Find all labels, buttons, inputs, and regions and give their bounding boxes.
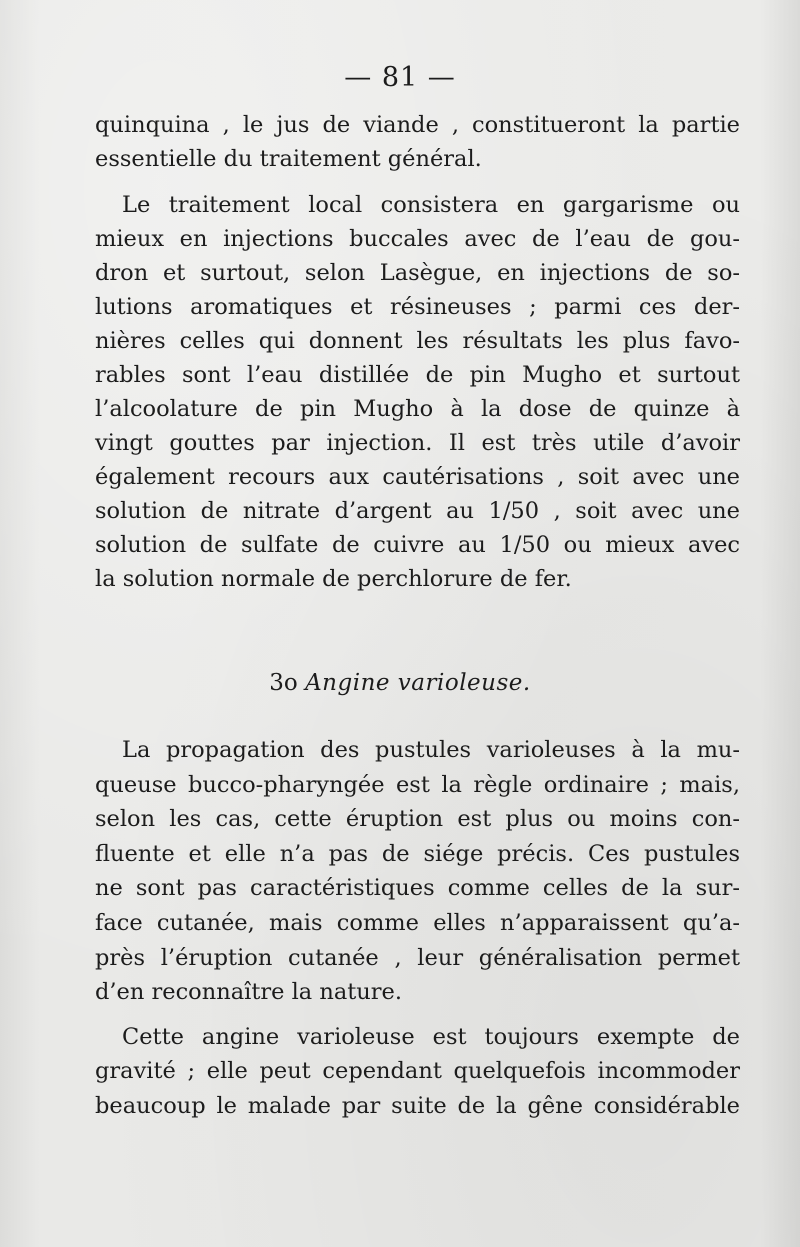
text-line: la solution normale de perchlorure de fer. xyxy=(95,566,572,592)
paragraph-3 xyxy=(95,733,740,1010)
text-line: dron et surtout, selon Lasègue, en injections de so- xyxy=(95,260,740,286)
page-number: — 81 — xyxy=(344,62,456,93)
text-block-after-section xyxy=(95,733,740,1124)
text-line: essentielle du traitement général. xyxy=(95,146,482,172)
section-number: 3o xyxy=(269,670,298,696)
text-line: nières celles qui donnent les résultats les plus favo- xyxy=(95,328,740,354)
text-line: lutions aromatiques et résineuses ; parmi ces der- xyxy=(95,294,740,320)
section-heading xyxy=(0,666,800,700)
text-line: La propagation des pustules varioleuses à la mu- xyxy=(122,737,740,763)
text-line: fluente et elle n’a pas de siége précis. Ces pustules xyxy=(95,840,740,867)
text-line: Cette angine varioleuse est toujours exempte de xyxy=(122,1023,740,1050)
text-line: queuse bucco-pharyngée est la règle ordinaire ; mais, xyxy=(95,771,740,798)
text-line: quinquina , le jus de viande , constitueront la partie xyxy=(95,112,740,138)
text-line: mieux en injections buccales avec de l’eau de gou- xyxy=(95,226,740,252)
text-line: face cutanée, mais comme elles n’apparaissent qu’a- xyxy=(95,909,740,936)
text-line: près l’éruption cutanée , leur généralisation permet xyxy=(95,944,740,971)
text-line: ne sont pas caractéristiques comme celles de la sur- xyxy=(95,875,740,902)
paragraph-1 xyxy=(95,108,740,176)
text-line: solution de sulfate de cuivre au 1/50 ou mieux avec xyxy=(95,532,740,558)
text-line: rables sont l’eau distillée de pin Mugho et surtout xyxy=(95,362,740,388)
paragraph-2 xyxy=(95,188,740,596)
text-line: d’en reconnaître la nature. xyxy=(95,979,403,1006)
section-title: Angine varioleuse. xyxy=(305,670,531,696)
text-line: également recours aux cautérisations , soit avec une xyxy=(95,464,740,490)
text-line: Le traitement local consistera en gargarisme ou xyxy=(122,192,740,218)
text-block-before-section xyxy=(95,108,740,596)
text-line: vingt gouttes par injection. Il est très utile d’avoir xyxy=(95,430,740,456)
text-line: l’alcoolature de pin Mugho à la dose de quinze à xyxy=(95,396,740,422)
text-line: gravité ; elle peut cependant quelquefois incommoder xyxy=(95,1058,740,1085)
text-line: beaucoup le malade par suite de la gêne considérable xyxy=(95,1092,740,1119)
text-line: solution de nitrate d’argent au 1/50 , soit avec une xyxy=(95,498,740,524)
paragraph-4 xyxy=(95,1020,740,1124)
text-line: selon les cas, cette éruption est plus ou moins con- xyxy=(95,806,740,833)
